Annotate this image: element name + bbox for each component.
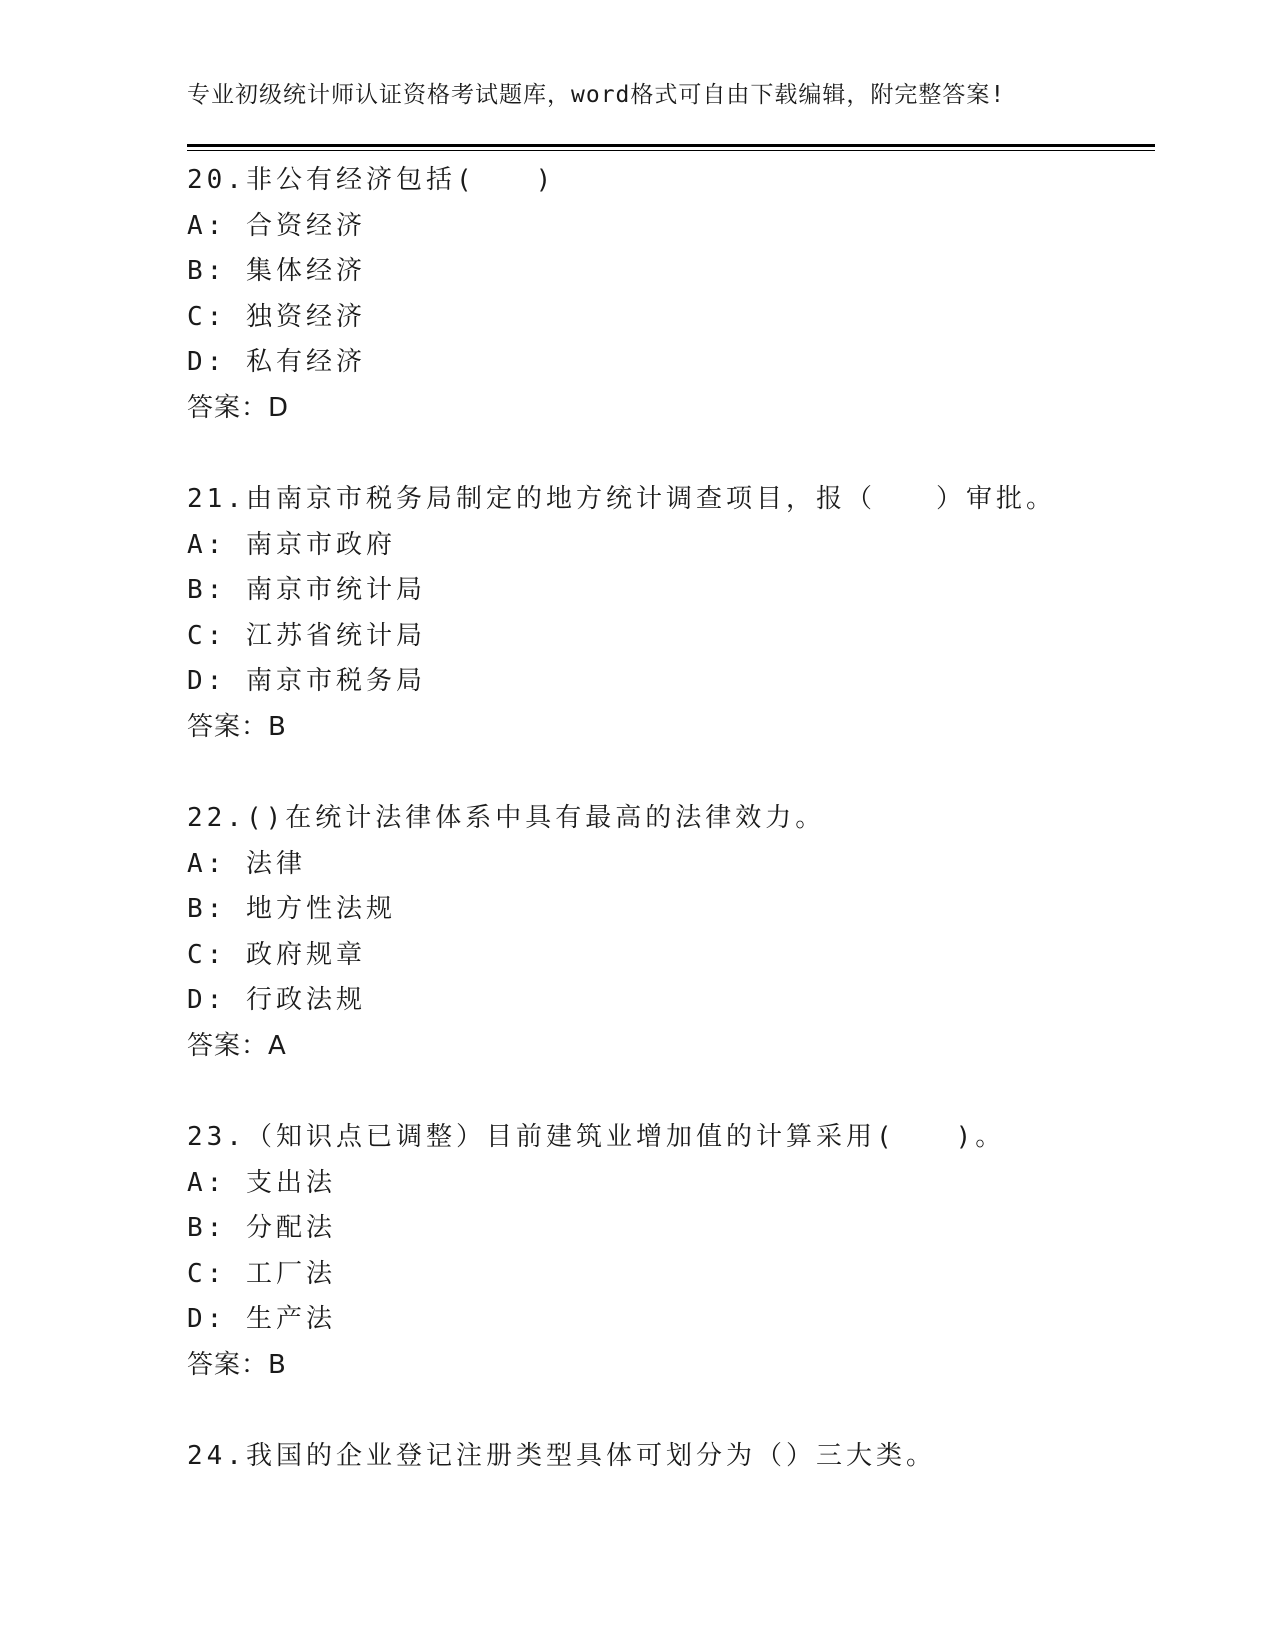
question-22 xyxy=(187,796,1167,1069)
option-c: C: 江苏省统计局 xyxy=(187,620,426,651)
option-a: A: 南京市政府 xyxy=(187,529,396,560)
answer-line: 答案：B xyxy=(187,1349,287,1380)
page-header: 专业初级统计师认证资格考试题库，word格式可自由下载编辑，附完整答案! xyxy=(187,82,1006,108)
option-c: C: 政府规章 xyxy=(187,939,366,970)
question-stem: 20.非公有经济包括( ) xyxy=(187,165,556,195)
answer-line: 答案：D xyxy=(187,392,290,423)
question-21 xyxy=(187,477,1167,750)
question-stem: 21.由南京市税务局制定的地方统计调查项目，报（ ）审批。 xyxy=(187,484,1056,514)
question-23 xyxy=(187,1115,1167,1388)
header-rule-thick xyxy=(187,144,1155,147)
header-rule-thin xyxy=(187,150,1155,151)
option-b: B: 南京市统计局 xyxy=(187,575,426,605)
option-c: C: 独资经济 xyxy=(187,301,366,332)
answer-line: 答案：B xyxy=(187,711,287,742)
option-d: D: 南京市税务局 xyxy=(187,666,426,696)
option-a: A: 支出法 xyxy=(187,1167,336,1198)
answer-line: 答案：A xyxy=(187,1030,287,1061)
question-stem: 23.（知识点已调整）目前建筑业增加值的计算采用( )。 xyxy=(187,1122,1006,1152)
option-d: D: 私有经济 xyxy=(187,347,366,377)
question-stem: 24.我国的企业登记注册类型具体可划分为（）三大类。 xyxy=(187,1441,936,1471)
option-b: B: 地方性法规 xyxy=(187,894,396,924)
question-24 xyxy=(187,1434,1167,1480)
option-b: B: 分配法 xyxy=(187,1213,336,1243)
option-a: A: 法律 xyxy=(187,848,306,879)
question-list xyxy=(187,158,1167,1526)
option-a: A: 合资经济 xyxy=(187,210,366,241)
option-c: C: 工厂法 xyxy=(187,1258,336,1289)
option-d: D: 行政法规 xyxy=(187,985,366,1015)
option-b: B: 集体经济 xyxy=(187,256,366,286)
question-stem: 22.()在统计法律体系中具有最高的法律效力。 xyxy=(187,803,826,833)
option-d: D: 生产法 xyxy=(187,1304,336,1334)
question-20 xyxy=(187,158,1167,431)
